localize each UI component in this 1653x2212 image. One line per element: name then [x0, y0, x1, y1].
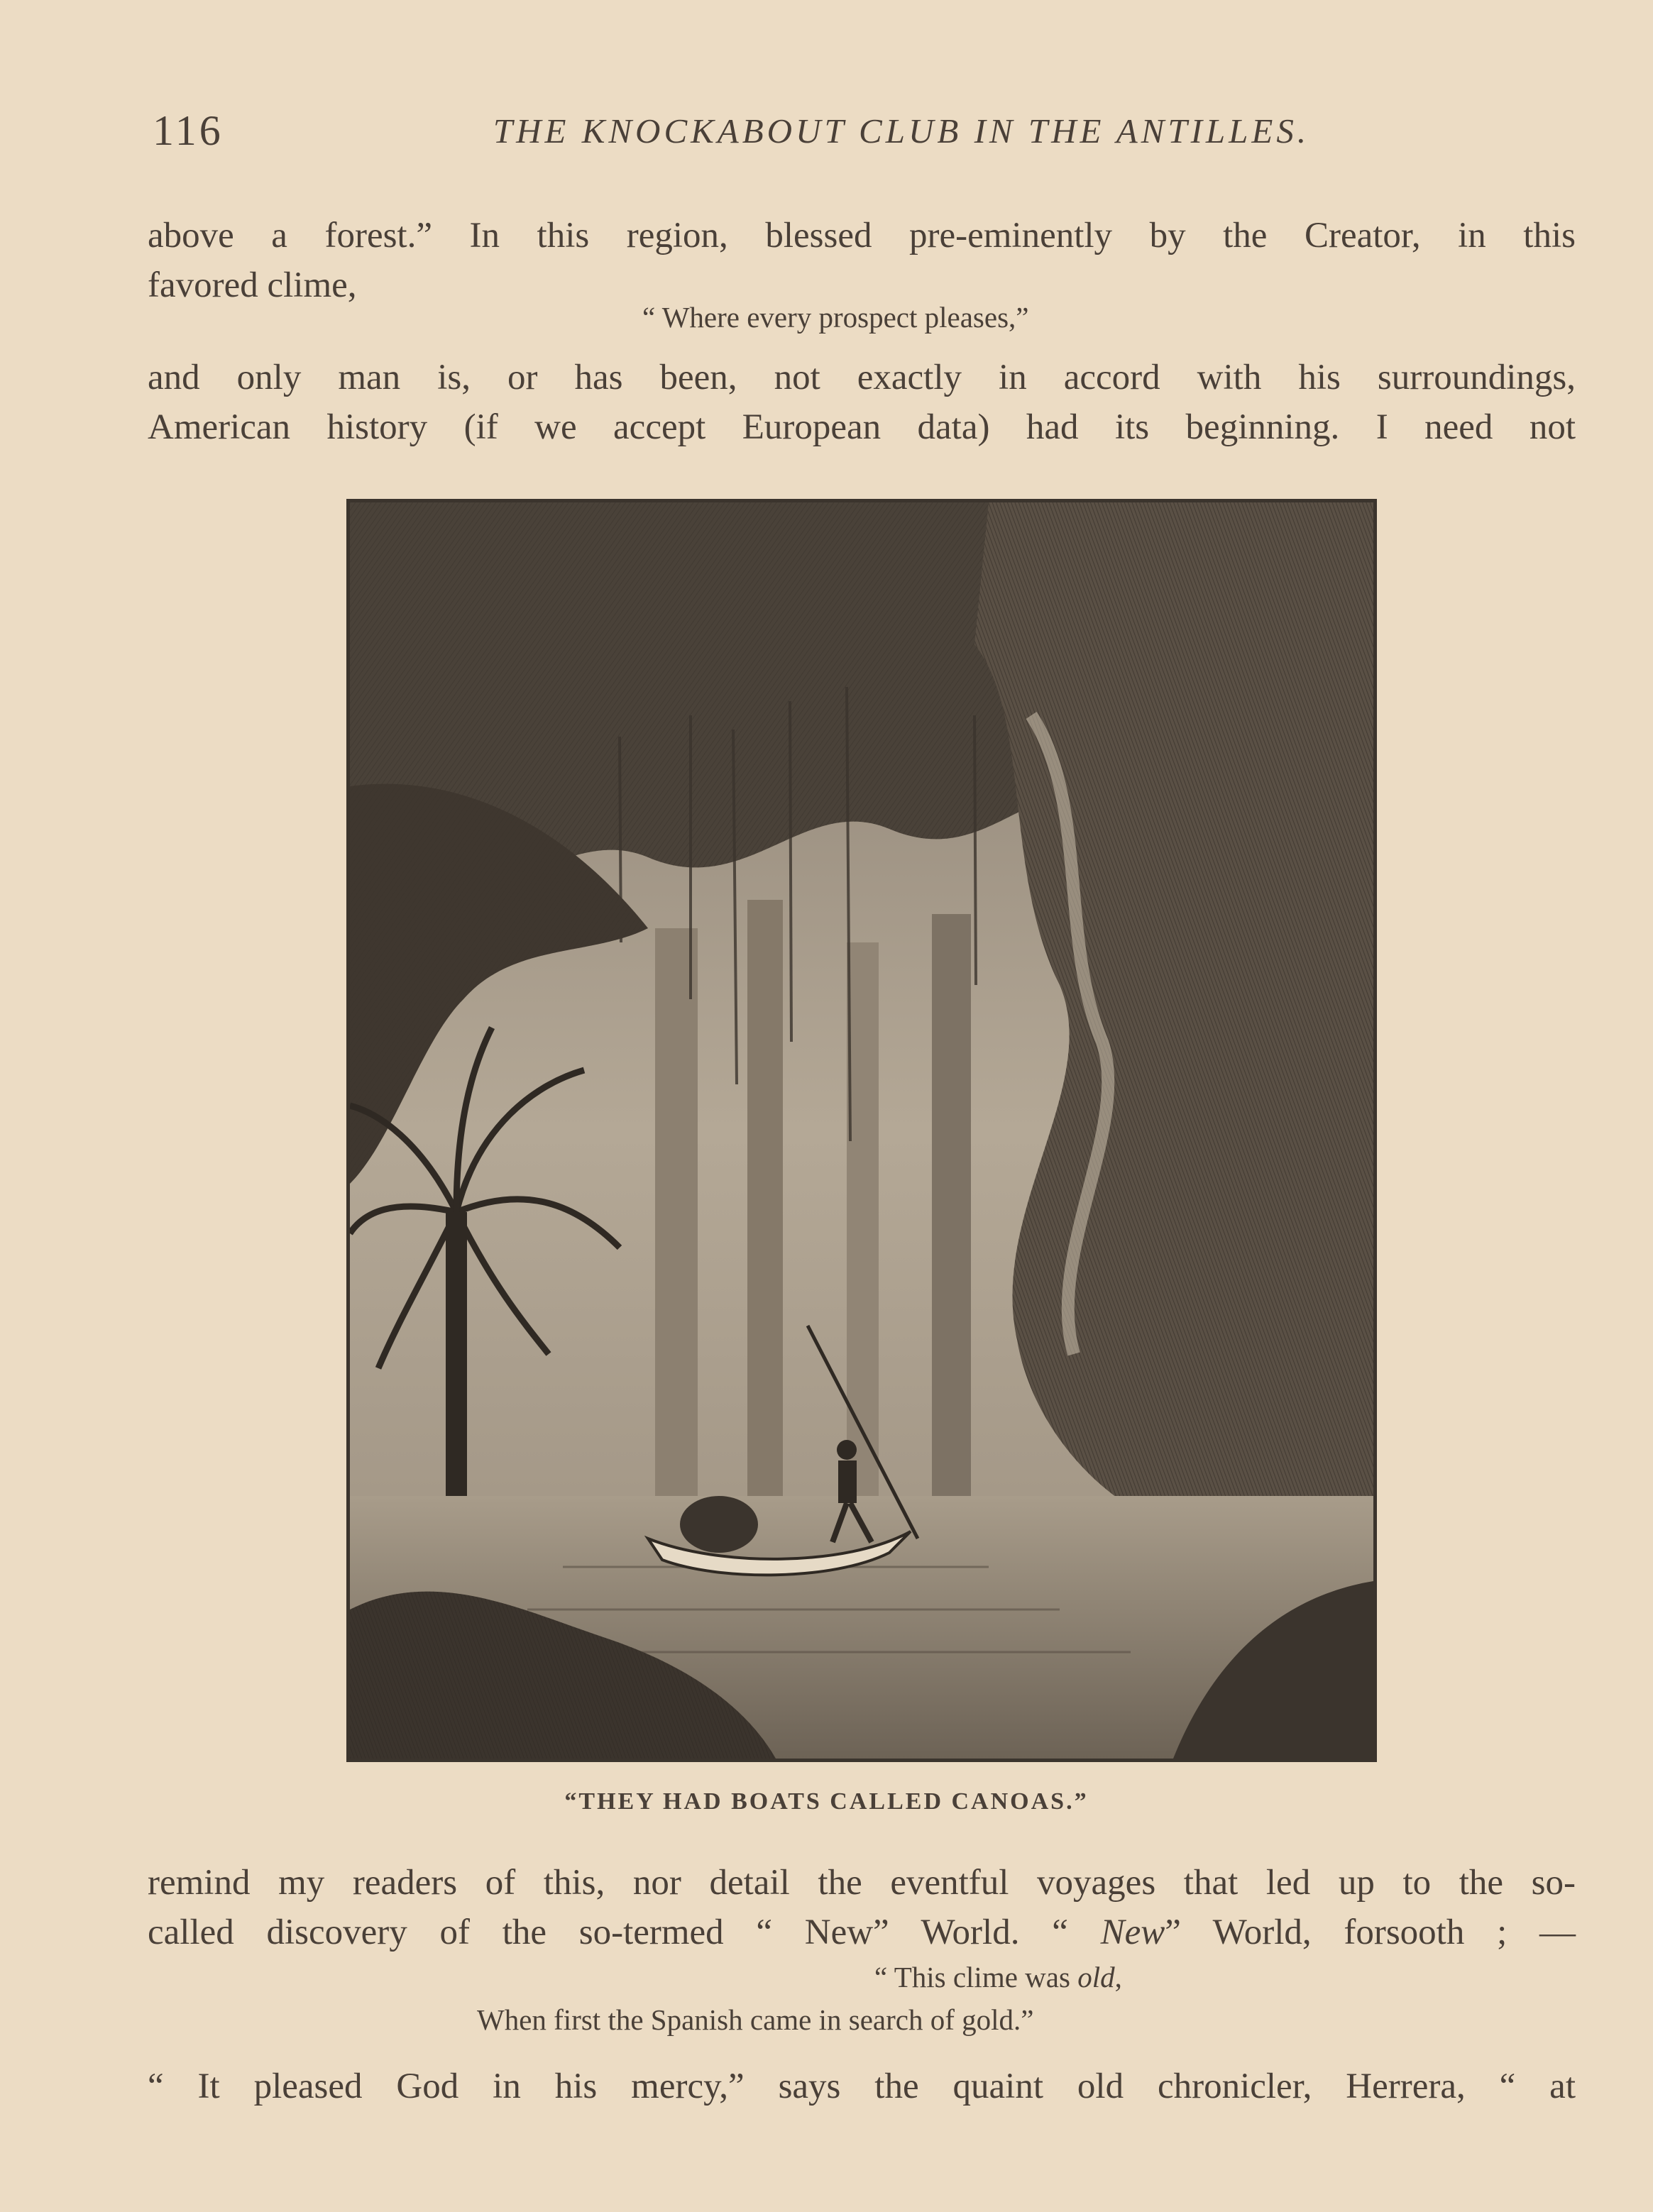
paragraph-3 [148, 1858, 1576, 1957]
verse-line-2: When first the Spanish came in search of gold.” [477, 2003, 1034, 2036]
paragraph-3-line-2-part-1: called discovery of the so-termed “ New” World. “ [148, 1913, 1101, 1952]
running-title: THE KNOCKABOUT CLUB IN THE ANTILLES. [493, 111, 1310, 150]
figure-caption: “THEY HAD BOATS CALLED CANOAS.” [564, 1788, 1089, 1815]
paragraph-4 [148, 2062, 1576, 2111]
paragraph-2 [148, 353, 1576, 452]
paragraph-1 [148, 211, 1576, 310]
paragraph-1-line-2: favored clime, [148, 265, 357, 305]
paragraph-4-line-1: “ It pleased God in his mercy,” says the quaint old chronicler, Herrera, “ at [148, 2067, 1576, 2106]
paragraph-1-line-1: above a forest.” In this region, blessed pre-eminently by the Creator, in this [148, 216, 1576, 255]
emphasis-new: New [1100, 1913, 1165, 1952]
paragraph-2-line-2: American history (if we accept European data) had its beginning. I need not [148, 407, 1576, 447]
engraving-artwork [350, 502, 1373, 1759]
paragraph-3-line-1: remind my readers of this, nor detail the eventful voyages that led up to the so- [148, 1863, 1576, 1903]
page-number: 116 [153, 107, 224, 154]
running-head [153, 106, 1565, 163]
quote-where-every-prospect: “ Where every prospect pleases,” [642, 301, 1029, 334]
emphasis-old: old [1077, 1961, 1115, 1993]
paragraph-2-line-1: and only man is, or has been, not exactly in accord with his surroundings, [148, 358, 1576, 397]
verse-line-1-part-1: “ This clime was [874, 1961, 1078, 1993]
paragraph-3-line-2-part-2: ” World, forsooth ; — [1165, 1913, 1576, 1952]
verse-line-1 [874, 1960, 1122, 1994]
paragraph-3-line-2 [148, 1908, 1576, 1957]
verse-line-1-part-2: , [1114, 1961, 1122, 1993]
engraving-illustration [346, 499, 1377, 1762]
